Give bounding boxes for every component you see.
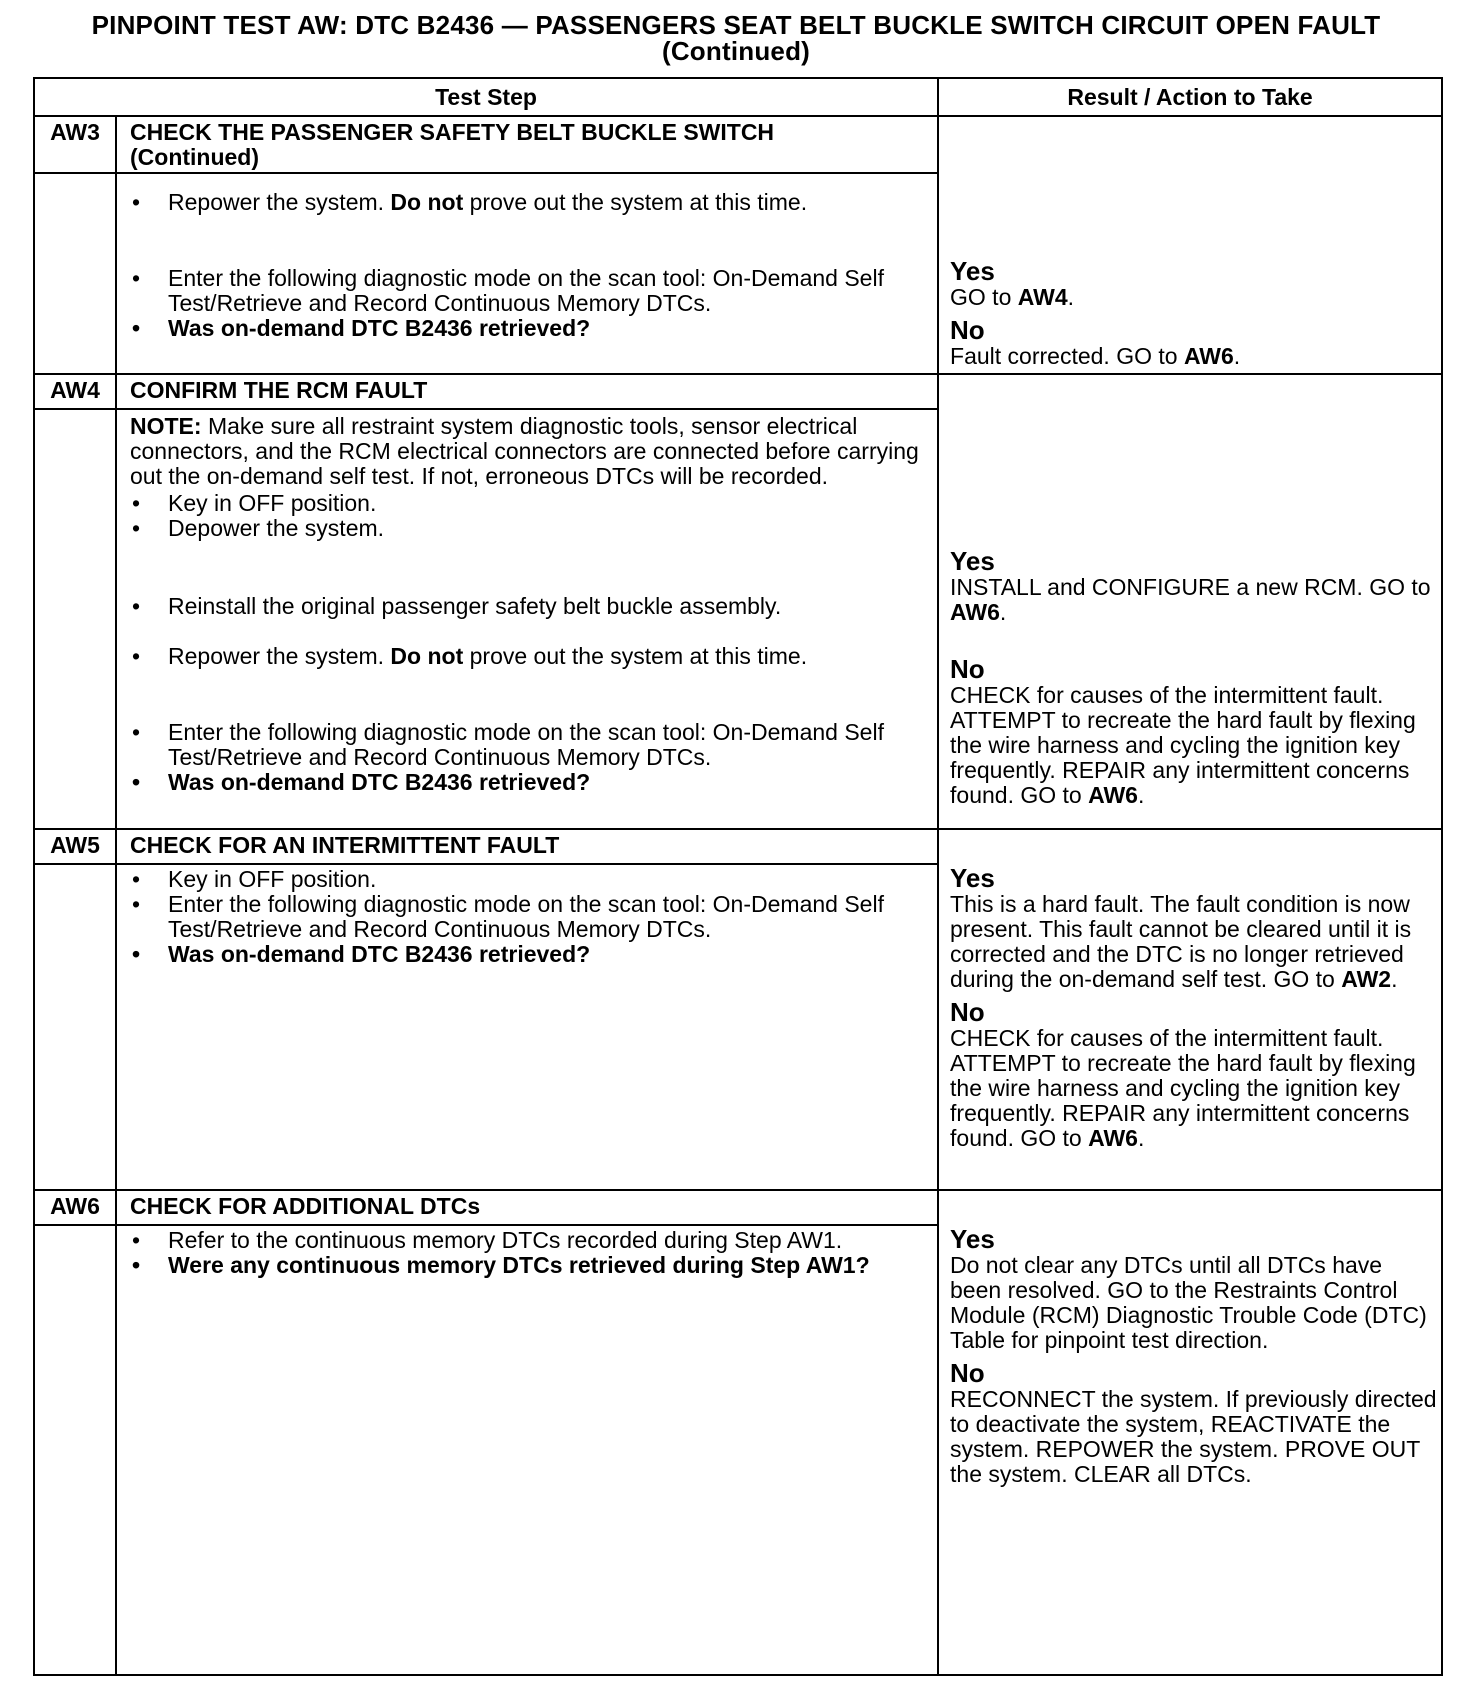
yes-action-aw4: INSTALL and CONFIGURE a new RCM. GO to AW6. — [950, 574, 1431, 625]
no-action-aw5: CHECK for causes of the intermittent fault. ATTEMPT to recreate the hard fault by flexing the wire harness and cycling the ignition key frequently. REPAIR any intermittent concerns found. GO to AW6. — [950, 1025, 1416, 1151]
no-action-aw4: CHECK for causes of the intermittent fault. ATTEMPT to recreate the hard fault by flexing the wire harness and cycling the ignition key frequently. REPAIR any intermittent concerns found. GO to AW6. — [950, 682, 1416, 808]
no-label: No — [950, 654, 985, 684]
no-action-aw6: RECONNECT the system. If previously directed to deactivate the system, REACTIVATE the system. REPOWER the system. PROVE OUT the system. CLEAR all DTCs. — [950, 1386, 1437, 1487]
step-heading-aw3 — [116, 116, 938, 173]
step-heading-row — [34, 1190, 1442, 1225]
step-heading-row — [34, 829, 1442, 864]
no-action-aw3: Fault corrected. GO to AW6. — [950, 343, 1241, 369]
page-title — [20, 12, 1452, 64]
list-item-question: • Was on-demand DTC B2436 retrieved? — [130, 942, 929, 967]
list-item-question: • Was on-demand DTC B2436 retrieved? — [130, 770, 929, 795]
list-item: • Depower the system. — [130, 516, 929, 541]
step-heading-aw4: CONFIRM THE RCM FAULT — [116, 374, 938, 409]
step-body-aw5 — [116, 864, 938, 1190]
no-label: No — [950, 997, 985, 1027]
no-label: No — [950, 1358, 985, 1388]
column-header-result: Result / Action to Take — [938, 78, 1442, 116]
step-heading-text: CHECK THE PASSENGER SAFETY BELT BUCKLE SWITCH — [130, 119, 775, 145]
list-item: • Enter the following diagnostic mode on the scan tool: On-Demand Self Test/Retrieve and Record Continuous Memory DTCs. — [130, 892, 929, 942]
list-item-question: • Was on-demand DTC B2436 retrieved? — [130, 316, 929, 341]
step-heading-aw5: CHECK FOR AN INTERMITTENT FAULT — [116, 829, 938, 864]
list-item: • Key in OFF position. — [130, 491, 929, 516]
yes-action-aw6: Do not clear any DTCs until all DTCs have been resolved. GO to the Restraints Control Module (RCM) Diagnostic Trouble Code (DTC) Table for pinpoint test direction. — [950, 1252, 1427, 1353]
list-item: • Enter the following diagnostic mode on the scan tool: On-Demand Self Test/Retrieve and Record Continuous Memory DTCs. — [130, 266, 929, 316]
step-body-aw6 — [116, 1225, 938, 1675]
step-body-aw4 — [116, 409, 938, 829]
yes-label: Yes — [950, 863, 995, 893]
step-heading-row — [34, 116, 1442, 173]
step-id-aw4: AW4 — [34, 374, 116, 409]
title-main: PINPOINT TEST AW: DTC B2436 — PASSENGERS SEAT BELT BUCKLE SWITCH CIRCUIT OPEN FAULT — [91, 10, 1381, 40]
step-heading-row — [34, 374, 1442, 409]
step-id-aw6: AW6 — [34, 1190, 116, 1225]
result-cell-aw4 — [938, 374, 1442, 829]
list-item: • Repower the system. Do not prove out the system at this time. — [130, 644, 929, 669]
yes-label: Yes — [950, 546, 995, 576]
yes-label: Yes — [950, 1224, 995, 1254]
table-header-row — [34, 78, 1442, 116]
result-cell-aw6 — [938, 1190, 1442, 1675]
result-cell-aw3 — [938, 116, 1442, 374]
yes-action-aw5: This is a hard fault. The fault condition is now present. This fault cannot be cleared until it is corrected and the DTC is no longer retrieved during the on-demand self test. GO to AW2. — [950, 891, 1412, 992]
step-id-aw3: AW3 — [34, 116, 116, 173]
yes-action-aw3: GO to AW4. — [950, 284, 1074, 310]
list-item: • Key in OFF position. — [130, 867, 929, 892]
step-id-aw5: AW5 — [34, 829, 116, 864]
list-item-question: • Were any continuous memory DTCs retrieved during Step AW1? — [130, 1253, 929, 1278]
list-item: • Reinstall the original passenger safety belt buckle assembly. — [130, 594, 929, 619]
note: NOTE: Make sure all restraint system diagnostic tools, sensor electrical connectors, and the RCM electrical connectors are connected before carrying out the on-demand self test. If not, erroneous DTCs will be recorded. — [130, 413, 919, 489]
list-item: • Enter the following diagnostic mode on the scan tool: On-Demand Self Test/Retrieve and Record Continuous Memory DTCs. — [130, 720, 929, 770]
no-label: No — [950, 315, 985, 345]
result-cell-aw5 — [938, 829, 1442, 1190]
step-heading-aw6: CHECK FOR ADDITIONAL DTCs — [116, 1190, 938, 1225]
step-heading-continued: (Continued) — [130, 144, 260, 170]
pinpoint-test-table — [33, 77, 1443, 1676]
column-header-test-step: Test Step — [34, 78, 938, 116]
step-body-aw3 — [116, 173, 938, 374]
list-item: • Refer to the continuous memory DTCs recorded during Step AW1. — [130, 1228, 929, 1253]
yes-label: Yes — [950, 256, 995, 286]
title-continued: (Continued) — [661, 36, 811, 66]
list-item: • Repower the system. Do not prove out the system at this time. — [130, 190, 929, 215]
